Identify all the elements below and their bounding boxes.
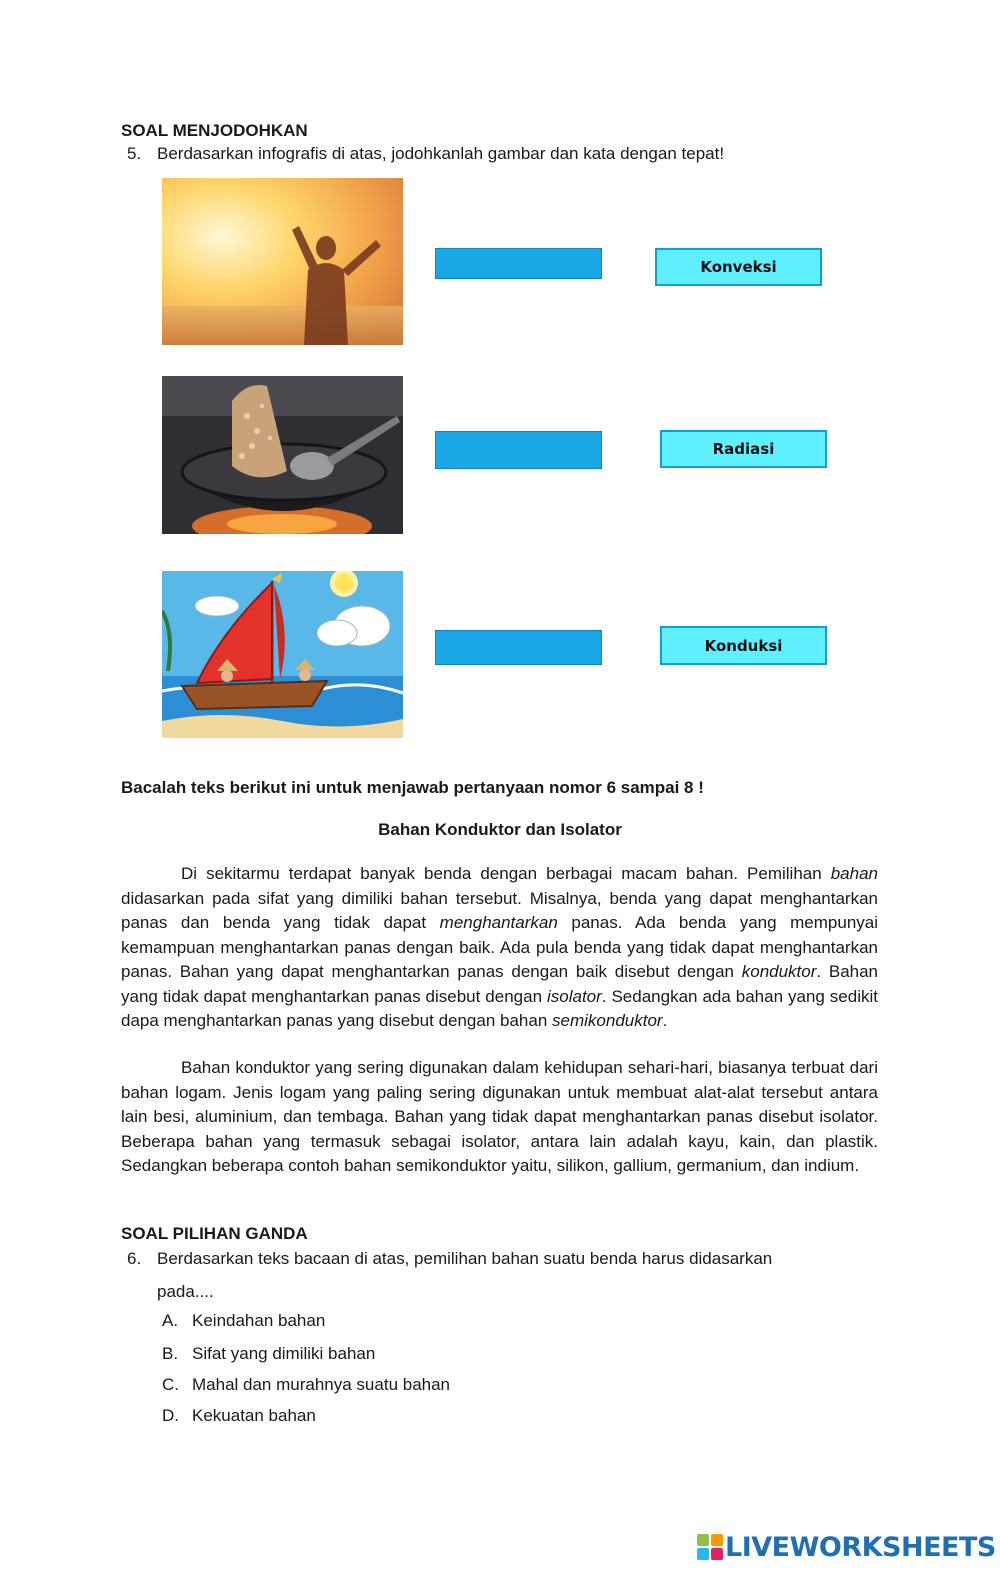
p1-italic-isolator: isolator [546,986,602,1006]
p1-italic-konduktor: konduktor [741,962,817,981]
drop-target-3[interactable] [435,630,602,665]
p1-text-e: panas. Ada benda yang mempunyai kemampuan menghantarkan panas dengan baik. Ada pula benda yang tidak dapat menghantarkan panas. Bahan yang dapat menghantarkan panas dengan baik disebut dengan [121,913,879,981]
word-tile-radiasi[interactable]: Radiasi [660,430,827,468]
liveworksheets-logo-icon [697,1534,723,1560]
section-title-multiple-choice: SOAL PILIHAN GANDA [121,1224,308,1243]
option-a[interactable] [162,1311,325,1331]
drop-target-2[interactable] [435,431,602,469]
reading-instruction: Bacalah teks berikut ini untuk menjawab pertanyaan nomor 6 sampai 8 ! [121,778,704,797]
option-c-text[interactable]: Mahal dan murahnya suatu bahan [192,1375,451,1394]
p1-italic-menghantarkan: menghantarkan [439,913,558,932]
p1-text-k: . [662,1011,668,1030]
word-tile-konveksi[interactable]: Konveksi [655,248,822,286]
section-title-matching: SOAL MENJODOHKAN [121,121,308,140]
question-6-number: 6. [127,1249,142,1268]
option-b[interactable] [162,1344,375,1364]
reading-title: Bahan Konduktor dan Isolator [378,820,622,839]
sailboat-cartoon-image [162,571,403,738]
option-c[interactable] [162,1375,450,1395]
option-b-letter: B. [162,1344,179,1363]
option-c-letter: C. [162,1375,179,1394]
p1-text-c: didasarkan pada sifat yang dimiliki bahan tersebut. Misalnya, benda yang dapat menghantarkan panas dan benda yang tidak dapat [121,888,878,932]
option-d-text[interactable]: Kekuatan bahan [192,1406,316,1425]
p2-text: Bahan konduktor yang sering digunakan dalam kehidupan sehari-hari, biasanya terbuat dari bahan logam. Jenis logam yang paling sering digunakan untuk membuat alat-alat tersebut antara lain besi, aluminium, dan tembaga. Bahan yang tidak dapat menghantarkan panas disebut isolator. Beberapa bahan yang termasuk sebagai isolator, antara lain adalah kayu, kain, dan plastik. Sedangkan beberapa contoh bahan semikonduktor yaitu, silikon, gallium, germanium, dan indium. [121,1058,878,1175]
option-a-letter: A. [162,1311,179,1330]
sunrise-person-image [162,178,403,345]
option-d[interactable] [162,1406,316,1426]
question-5-text: Berdasarkan infografis di atas, jodohkanlah gambar dan kata dengan tepat! [157,144,725,163]
p1-text-i: . Sedangkan ada bahan yang sedikit dapa menghantarkan panas yang disebut dengan bahan [121,986,878,1030]
liveworksheets-logo[interactable] [697,1532,996,1562]
question-6-text-line1: Berdasarkan teks bacaan di atas, pemilihan bahan suatu benda harus didasarkan [157,1249,773,1268]
drop-target-1[interactable] [435,248,602,279]
p1-text-g: . Bahan yang tidak dapat menghantarkan panas disebut dengan [121,962,879,1006]
liveworksheets-logo-text: LIVEWORKSHEETS [725,1531,996,1563]
option-a-text[interactable]: Keindahan bahan [192,1311,326,1330]
p1-text-a: Di sekitarmu terdapat banyak benda dengan berbagai macam bahan. Pemilihan [181,864,831,883]
word-tile-konduksi[interactable]: Konduksi [660,626,827,665]
question-6-text-line2: pada.... [157,1282,214,1301]
reading-paragraph-2 [121,1056,878,1179]
wok-frying-image [162,376,403,534]
option-d-letter: D. [162,1406,179,1425]
question-5-number: 5. [127,144,142,163]
option-b-text[interactable]: Sifat yang dimiliki bahan [192,1344,376,1363]
p1-italic-bahan: bahan [830,864,878,883]
reading-paragraph-1 [121,862,878,1034]
p1-italic-semikonduktor: semikonduktor [552,1011,663,1030]
